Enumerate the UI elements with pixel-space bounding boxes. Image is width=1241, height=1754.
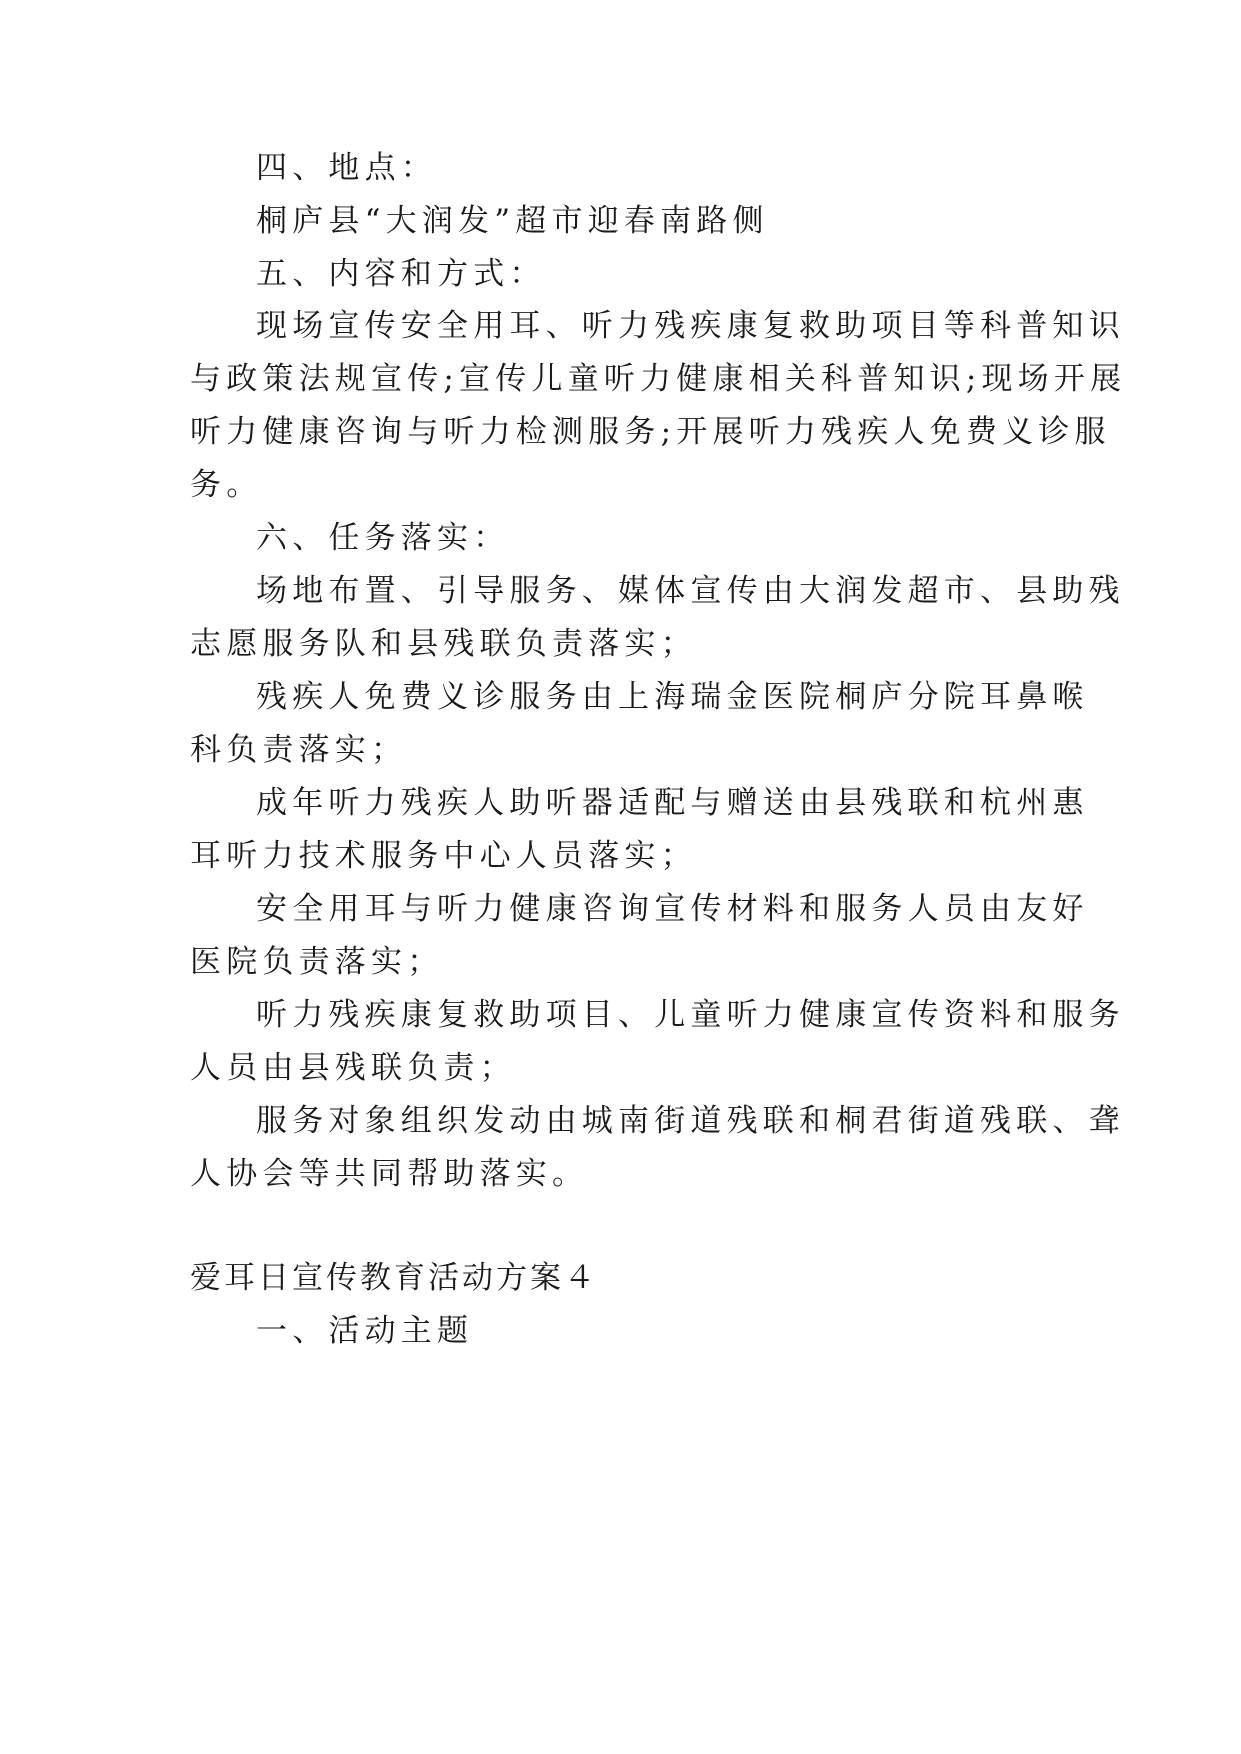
task-5-line-2: 人员由县残联负责； [190, 1050, 516, 1086]
task-4-line-2: 医院负责落实； [190, 944, 444, 980]
task-3-line-1: 成年听力残疾人助听器适配与赠送由县残联和杭州惠 [256, 785, 1089, 821]
content-line-1: 现场宣传安全用耳、听力残疾康复救助项目等科普知识 [256, 308, 1125, 344]
heading-tasks: 六、任务落实： [256, 520, 510, 556]
heading-content: 五、内容和方式： [256, 256, 546, 292]
task-3-line-2: 耳听力技术服务中心人员落实； [190, 838, 697, 874]
heading-location: 四、地点： [256, 150, 437, 186]
heading-theme: 一、活动主题 [256, 1313, 474, 1349]
task-4-line-1: 安全用耳与听力健康咨询宣传材料和服务人员由友好 [256, 891, 1089, 927]
content-line-3: 听力健康咨询与听力检测服务;开展听力残疾人免费义诊服 [190, 414, 1111, 450]
content-line-2: 与政策法规宣传;宣传儿童听力健康相关科普知识;现场开展 [190, 361, 1127, 397]
task-1-line-1: 场地布置、引导服务、媒体宣传由大润发超市、县助残 [256, 573, 1125, 609]
task-2-line-1: 残疾人免费义诊服务由上海瑞金医院桐庐分院耳鼻喉 [256, 679, 1089, 715]
task-1-line-2: 志愿服务队和县残联负责落实； [190, 626, 697, 662]
location-text: 桐庐县“大润发”超市迎春南路侧 [256, 203, 769, 239]
section-title: 爱耳日宣传教育活动方案４ [190, 1260, 598, 1296]
task-5-line-1: 听力残疾康复救助项目、儿童听力健康宣传资料和服务 [256, 997, 1125, 1033]
task-6-line-2: 人协会等共同帮助落实。 [190, 1156, 589, 1192]
content-line-4: 务。 [190, 467, 263, 503]
task-6-line-1: 服务对象组织发动由城南街道残联和桐君街道残联、聋 [256, 1103, 1125, 1139]
task-2-line-2: 科负责落实； [190, 732, 408, 768]
